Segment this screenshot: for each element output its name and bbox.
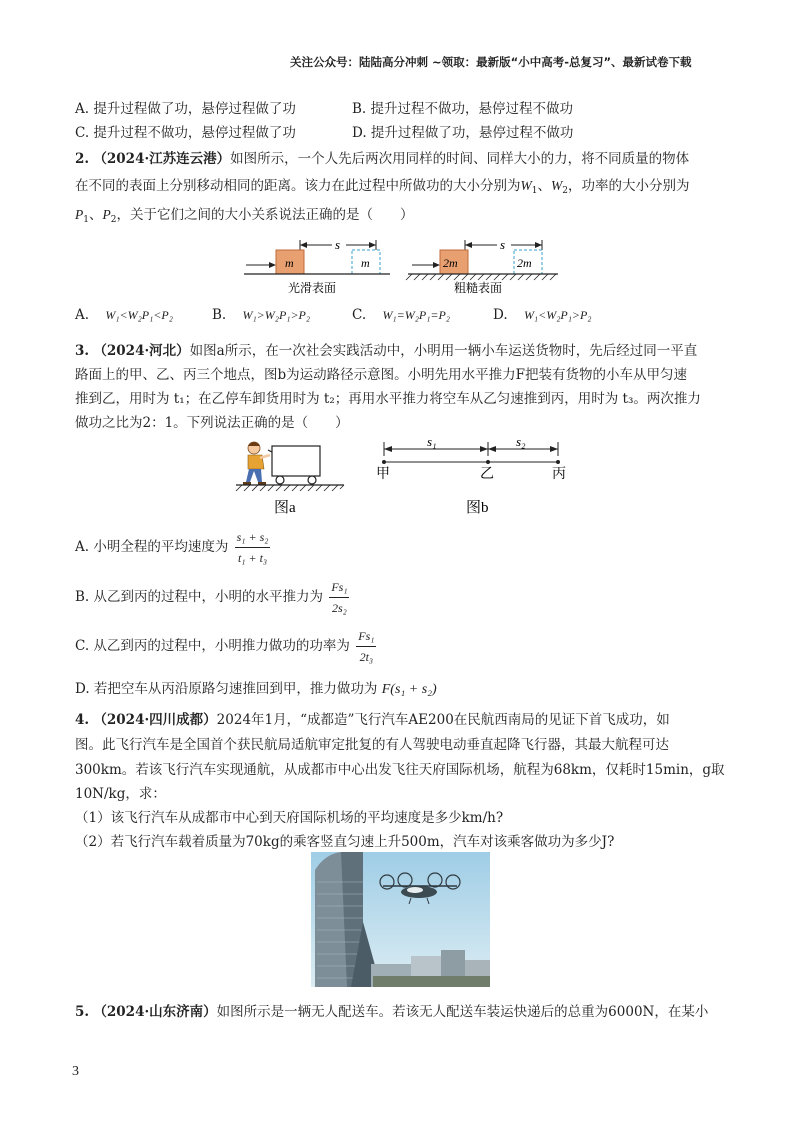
q3-fig-a-caption: 图a [274,500,296,516]
q3-number: 3. [75,343,90,359]
q2-option-b-letter: B. [212,307,227,323]
q2-number: 2. [75,151,90,167]
page-header: 关注公众号：陆陆高分冲刺 ~领取：最新版“小中高考-总复习”、最新试卷下载 [290,55,692,69]
q3-line1: 3. （2024·河北）如图a所示，在一次社会实践活动中，小明用一辆小车运送货物时，先后经过同一平直 [75,343,698,359]
q2-line3: $P_1$、$P_2$，关于它们之间的大小关系说法正确的是（ ） [75,207,414,225]
q2-left-distance: s [335,237,341,252]
q1-option-c: C. 提升过程不做功，悬停过程做了功 [75,125,296,141]
q2-fig-right [406,237,558,295]
q2-option-c-wrap [352,307,450,323]
q4-photo-flying-car [311,852,490,987]
q4-number: 4. [75,712,90,728]
q2-options [75,307,173,323]
cart-body [272,446,320,476]
q4-sub2: （2）若飞行汽车载着质量为70kg的乘客竖直匀速上升500m，汽车对该乘客做功为多少J? [75,834,615,850]
q3-point-bing: 丙 [552,467,566,482]
q2-option-b-wrap [212,307,310,323]
q2-figure [240,228,580,300]
q3-s1-label: s₁ [427,434,437,449]
svg-text:2m: 2m [443,256,458,270]
q3-point-yi: 乙 [480,467,494,482]
q4-line2: 图。此飞行汽车是全国首个获民航局适航审定批复的有人驾驶电动垂直起降飞行器，其最大航程可达 [75,737,669,753]
q5-line1: 5. （2024·山东济南）如图所示是一辆无人配送车。若该无人配送车装运快递后的总重为6000N，在某小 [75,1004,709,1020]
q3-option-d-expr: F(s₁ + s₂) [381,682,437,697]
q5-source: （2024·山东济南） [93,1004,217,1020]
q3-s2-label: s₂ [516,434,526,449]
q2-option-d-wrap [493,307,591,323]
q3-source: （2024·河北） [93,343,190,359]
q4-line3: 300km。若该飞行汽车实现通航，从成都市中心出发飞往天府国际机场，航程为68km，仅耗时15min，g取 [75,762,725,778]
q1-option-b: B. 提升过程不做功，悬停过程不做功 [352,101,574,117]
boy-figure [243,442,270,485]
q4-line4: 10N/kg，求： [75,786,166,802]
q2-option-a-letter: A. [75,307,90,323]
q2-right-caption: 粗糙表面 [454,281,503,295]
q3-option-c-fraction: $\frac{\text{Fs₁}}{\text{2t₃}}$ [358,629,375,664]
q2-option-c-letter: C. [352,307,367,323]
svg-text:2m: 2m [517,256,532,270]
q3-option-c: C. 从乙到丙的过程中，小明推力做功的功率为 $\frac{\text{Fs₁}}{\text{2t₃}}$ [75,629,375,664]
q3-point-jia: 甲 [376,467,390,482]
q3-figure-b [370,434,580,518]
q3-figure-a [232,438,350,518]
q2-line1: 2. （2024·江苏连云港）如图所示，一个人先后两次用同样的时间、同样大小的力，将不同质量的物体 [75,151,690,167]
q3-fig-b-caption: 图b [466,500,489,516]
q2-fig-left [244,237,390,295]
svg-text:m: m [361,256,370,270]
q3-option-a: A. 小明全程的平均速度为 $\frac{\text{s₁ + s₂}}{\text{t₁ + t₃}}$ [75,530,269,565]
q2-option-d-letter: D. [493,307,508,323]
q3-line2: 路面上的甲、乙、丙三个地点，图b为运动路径示意图。小明先用水平推力F把装有货物的小车从甲匀速 [75,367,688,383]
cart-wheel [308,476,316,484]
q2-left-caption: 光滑表面 [288,281,337,295]
q2-source: （2024·江苏连云港） [93,151,231,167]
q3-line4: 做功之比为2：1。下列说法正确的是（ ） [75,415,349,431]
page-number: 3 [72,1064,79,1079]
q1-option-d: D. 提升过程做了功，悬停过程不做功 [352,125,574,141]
q3-option-b: B. 从乙到丙的过程中，小明的水平推力为 $\frac{\text{Fs₁}}{\text{2s₂}}$ [75,580,348,615]
q3-option-a-fraction: $\frac{\text{s₁ + s₂}}{\text{t₁ + t₃}}$ [236,530,269,565]
q5-number: 5. [75,1004,90,1020]
q2-right-distance: s [500,237,506,252]
q3-option-d: D. 若把空车从丙沿原路匀速推回到甲，推力做功为 F(s₁ + s₂) [75,681,437,697]
svg-text:m: m [285,256,294,270]
cart-wheel [276,476,284,484]
q2-line2: 在不同的表面上分别移动相同的距离。该力在此过程中所做功的大小分别为$W_1$、$W_2$，功率的大小分别为 [75,178,690,196]
q4-sub1: （1）该飞行汽车从成都市中心到天府国际机场的平均速度是多少km/h? [75,810,504,826]
q2-option-b: W₁>W₂P₁>P₂ [242,308,311,322]
q4-line1: 4. （2024·四川成都）2024年1月，“成都造”飞行汽车AE200在民航西南局的见证下首飞成功，如 [75,712,670,728]
q2-option-a: W₁<W₂P₁<P₂ [105,308,173,322]
q3-line3: 推到乙，用时为 t₁；在乙停车卸货用时为 t₂；再用水平推力将空车从乙匀速推到丙，用时为 t₃。两次推力 [75,391,701,407]
q3-option-b-fraction: $\frac{\text{Fs₁}}{\text{2s₂}}$ [331,580,348,615]
q2-option-c: W₁=W₂P₁=P₂ [382,308,450,322]
q1-option-a: A. 提升过程做了功，悬停过程做了功 [75,101,296,117]
q2-option-d: W₁<W₂P₁>P₂ [523,308,592,322]
q4-source: （2024·四川成都） [93,712,217,728]
